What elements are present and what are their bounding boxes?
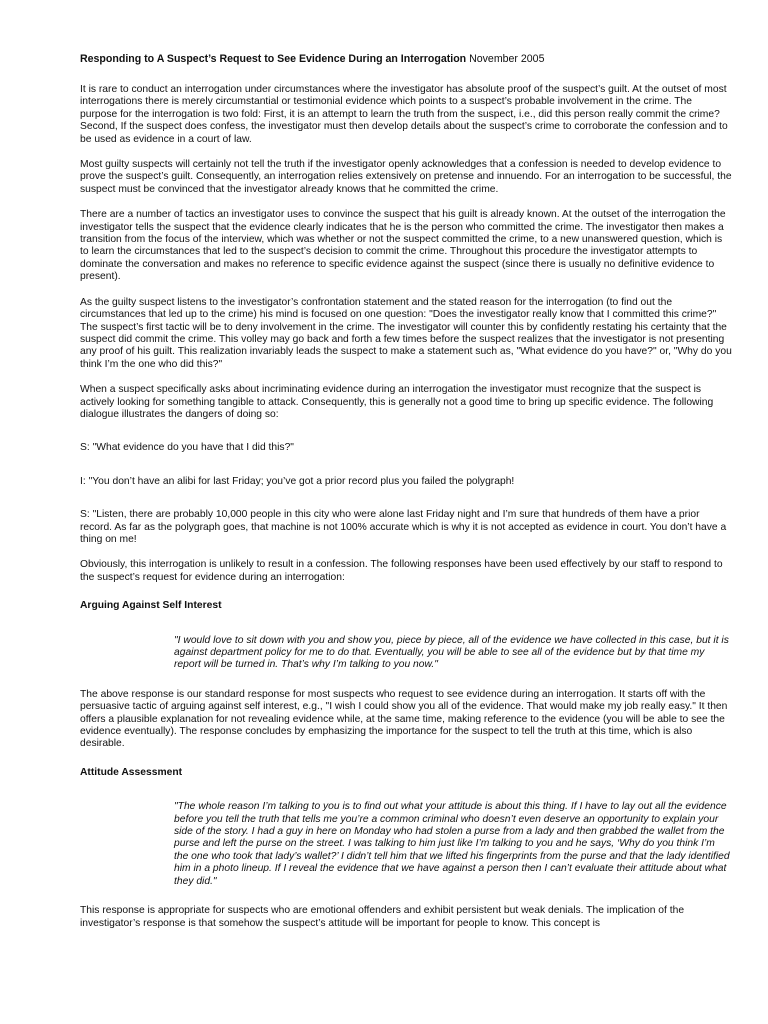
- paragraph-self-interest-explanation: The above response is our standard response for most suspects who request to see evidence during an interrogation. It starts off with the persuasive tactic of arguing against self interest, e.g., "I wish I could show you all of the evidence. That would make my job really easy." It then offers a plausible explanation for not revealing evidence while, at the same time, making reference to the evidence (you will be able to see the evidence eventually). The response concludes by emphasizing the importance for the suspect to tell the truth at this time, which is also desirable.: [80, 688, 728, 750]
- document-date: November 2005: [469, 53, 545, 65]
- quote-self-interest: "I would love to sit down with you and show you, piece by piece, all of the evidence we have collected in this case, but it is against department policy for me to do that. Eventually, you will be able to see all of the evidence but by that time my report will be turned in. That’s why I’m talking to you now.": [174, 634, 729, 671]
- paragraph-evidence-request: When a suspect specifically asks about incriminating evidence during an interrogation the investigator must recognize that the suspect is actively looking for something tangible to attack. Consequently, this is generally not a good time to bring up specific evidence. The following dialogue illustrates the dangers of doing so:: [80, 384, 714, 420]
- document-header: [80, 53, 732, 66]
- section-heading-self-interest: Arguing Against Self Interest: [80, 600, 222, 612]
- paragraph-intro: It is rare to conduct an interrogation under circumstances where the investigator has absolute proof of the suspect’s guilt. At the outset of most interrogations there is merely circumstantial or testimonial evidence which points to a suspect’s probable involvement in the crime. The purpose for the interrogation is two fold: First, it is an attempt to learn the truth from the suspect, i.e., did this person really commit the crime? Second, If the suspect does confess, the investigator must then develop details about the suspect’s crime to corroborate the confession and to be used as evidence in a court of law.: [80, 84, 728, 145]
- dialogue-line-investigator: I: "You don’t have an alibi for last Friday; you’ve got a prior record plus you failed the polygraph!: [80, 475, 515, 487]
- dialogue-line-suspect-2: S: "Listen, there are probably 10,000 people in this city who were alone last Friday night and I’m sure that hundreds of them have a prior record. As far as the polygraph goes, that machine is not 100% accurate which is why it is not accepted as evidence in court. You don’t have a thing on me!: [80, 509, 727, 545]
- document-title: Responding to A Suspect’s Request to See Evidence During an Interrogation: [80, 53, 467, 65]
- paragraph-transition: Obviously, this interrogation is unlikely to result in a confession. The following responses have been used effectively by our staff to respond to the suspect’s request for evidence during an interrogation:: [80, 559, 723, 583]
- paragraph-attitude-explanation: This response is appropriate for suspects who are emotional offenders and exhibit persistent but weak denials. The implication of the investigator’s response is that somehow the suspect’s attitude will be important for people to know. This concept is: [80, 905, 685, 929]
- paragraph-guilty-suspect: As the guilty suspect listens to the investigator’s confrontation statement and the stated reason for the interrogation (to find out the circumstances that led up to the crime) his mind is focused on one question: "Does the investigator really know that I committed this crime?" The suspect’s first tactic will be to deny involvement in the crime. The investigator will counter this by confidently restating his certainty that the suspect did commit the crime. This volley may go back and forth a few times before the suspect realizes that the investigator is not presenting any proof of his guilt. This realization invariably leads the suspect to make a statement such as, "What evidence do you have?" or, "Why do you think I’m the one who did this?": [80, 296, 732, 370]
- section-heading-attitude: Attitude Assessment: [80, 766, 183, 778]
- paragraph-tactics: There are a number of tactics an investigator uses to convince the suspect that his guilt is already known. At the outset of the interrogation the investigator tells the suspect that the evidence clearly indicates that he is the person who committed the crime. The investigator then makes a transition from the focus of the interview, which was whether or not the suspect committed the crime, to a new unanswered question, which is to learn the circumstances that led to the suspect’s decision to commit the crime. Throughout this procedure the investigator attempts to dominate the conversation and makes no reference to specific evidence against the suspect (since there is usually no definitive evidence to present).: [80, 209, 726, 283]
- document-page: [80, 53, 732, 943]
- dialogue-line-suspect-1: S: "What evidence do you have that I did this?": [80, 442, 294, 454]
- paragraph-pretense: Most guilty suspects will certainly not tell the truth if the investigator openly acknowledges that a confession is needed to develop evidence to prove the suspect’s guilt. Consequently, an interrogation relies extensively on pretense and innuendo. For an interrogation to be successful, the suspect must be convinced that the investigator already knows that he committed the crime.: [80, 159, 732, 195]
- quote-attitude: "The whole reason I’m talking to you is to find out what your attitude is about this thing. If I have to lay out all the evidence before you tell the truth that tells me you’re a common criminal who doesn’t even deserve an opportunity to explain your side of the story. I had a guy in here on Monday who had stolen a purse from a lady and then grabbed the wallet from the purse and left the purse on the street. I was talking to him just like I’m talking to you and he says, ‘Why do you think I’m the one who took that lady’s wallet?’ I didn’t tell him that we lifted his fingerprints from the purse and that the lady identified him in a photo lineup. If I reveal the evidence that we have against a person then I can’t evaluate their attitude about what they did.": [174, 801, 730, 887]
